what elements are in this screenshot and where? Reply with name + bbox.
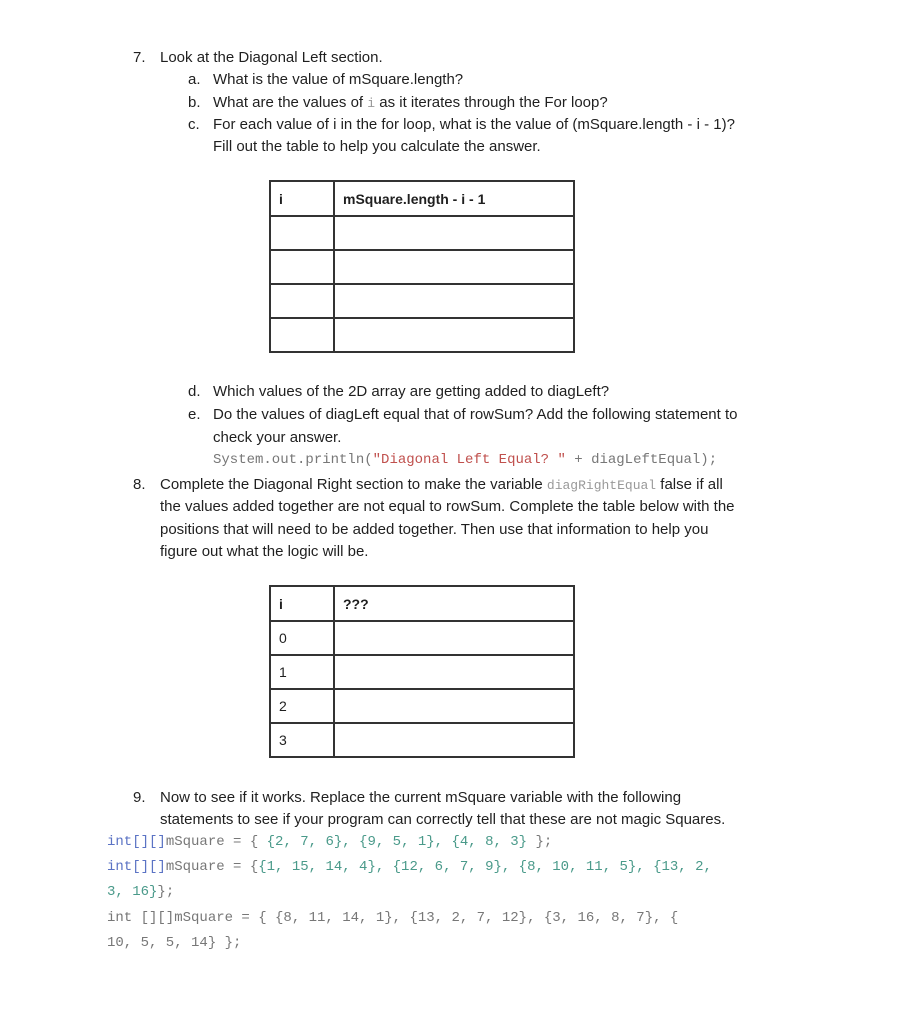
q9-line1: Now to see if it works. Replace the current mSquare variable with the following <box>160 789 682 806</box>
diag-left-table <box>269 180 575 353</box>
table-row <box>270 723 574 757</box>
table-row <box>270 284 574 318</box>
q7e-code: System.out.println("Diagonal Left Equal? " + diagLeftEqual); <box>213 452 718 468</box>
table-cell[interactable] <box>334 284 574 318</box>
q7d-label: d. <box>188 383 201 400</box>
table-cell-i: 1 <box>270 655 334 689</box>
q7e-text: Do the values of diagLeft equal that of rowSum? Add the following statement to <box>213 406 738 423</box>
code-square-3: int [][]mSquare = { {8, 11, 14, 1}, {13, 2, 7, 12}, {3, 16, 8, 7}, { <box>107 910 679 926</box>
table-cell[interactable] <box>334 250 574 284</box>
q9-line2: statements to see if your program can correctly tell that these are not magic Squares. <box>160 811 726 828</box>
q7c-label: c. <box>188 116 200 133</box>
table-cell[interactable] <box>270 216 334 250</box>
table-cell[interactable] <box>334 689 574 723</box>
q7c-text2: Fill out the table to help you calculate the answer. <box>213 138 541 155</box>
table-header-i: i <box>270 586 334 621</box>
table-cell[interactable] <box>334 723 574 757</box>
q7a-text: What is the value of mSquare.length? <box>213 71 464 88</box>
q7e-label: e. <box>188 406 201 423</box>
diag-right-table <box>269 585 575 758</box>
table-cell[interactable] <box>334 621 574 655</box>
q9-number: 9. <box>133 789 146 806</box>
table-cell[interactable] <box>334 318 574 352</box>
table-cell-i: 2 <box>270 689 334 723</box>
table-cell-i: 3 <box>270 723 334 757</box>
q7a-label: a. <box>188 71 201 88</box>
q7-number: 7. <box>133 49 146 66</box>
table-cell[interactable] <box>270 250 334 284</box>
table-cell[interactable] <box>334 655 574 689</box>
q8-line3: positions that will need to be added together. Then use that information to help you <box>160 521 709 538</box>
q8-line2: the values added together are not equal to rowSum. Complete the table below with the <box>160 498 735 515</box>
table-cell[interactable] <box>270 284 334 318</box>
table-row <box>270 621 574 655</box>
table-row <box>270 250 574 284</box>
q8-line1: Complete the Diagonal Right section to make the variable diagRightEqual false if all <box>160 476 723 493</box>
q7c-text: For each value of i in the for loop, what is the value of (mSquare.length - i - 1)? <box>213 116 735 133</box>
code-square-3-cont: 10, 5, 5, 14} }; <box>107 935 242 951</box>
q7-text: Look at the Diagonal Left section. <box>160 49 383 66</box>
table-cell-i: 0 <box>270 621 334 655</box>
table-cell[interactable] <box>270 318 334 352</box>
code-square-2: int[][]mSquare = {{1, 15, 14, 4}, {12, 6, 7, 9}, {8, 10, 11, 5}, {13, 2, <box>107 859 712 875</box>
q8-number: 8. <box>133 476 146 493</box>
table-header-expr: mSquare.length - i - 1 <box>334 181 574 216</box>
table-cell[interactable] <box>334 216 574 250</box>
table-row <box>270 689 574 723</box>
table-header-unknown: ??? <box>334 586 574 621</box>
q7e-text2: check your answer. <box>213 429 342 446</box>
code-square-2-cont: 3, 16}}; <box>107 884 175 900</box>
table-row <box>270 318 574 352</box>
q7b-label: b. <box>188 94 201 111</box>
table-row <box>270 655 574 689</box>
q7b-text: What are the values of i as it iterates through the For loop? <box>213 94 608 111</box>
q7d-text: Which values of the 2D array are getting added to diagLeft? <box>213 383 610 400</box>
table-row <box>270 216 574 250</box>
code-square-1: int[][]mSquare = { {2, 7, 6}, {9, 5, 1}, {4, 8, 3} }; <box>107 834 553 850</box>
table-header-i: i <box>270 181 334 216</box>
q8-line4: figure out what the logic will be. <box>160 543 369 560</box>
